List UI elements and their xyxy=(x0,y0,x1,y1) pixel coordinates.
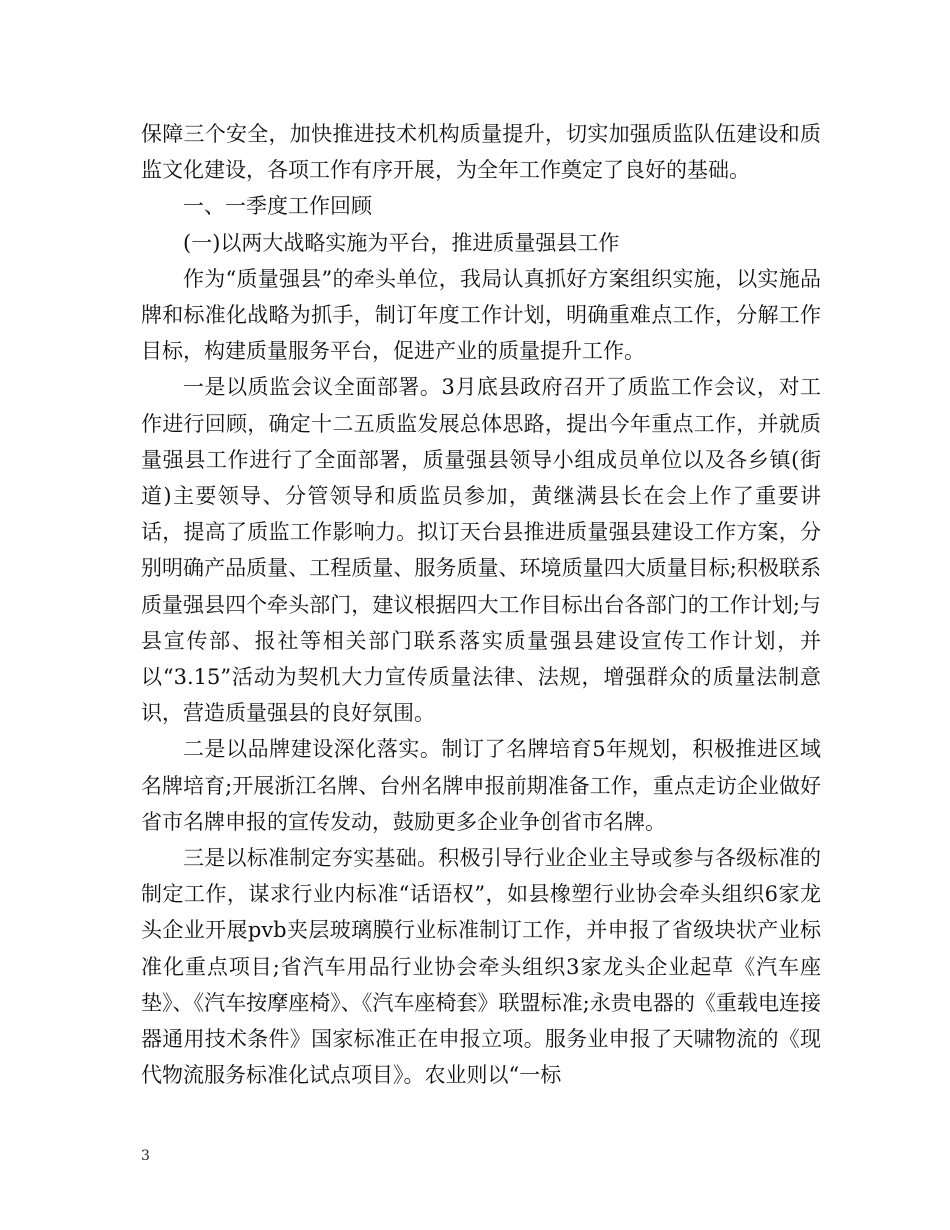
subsection-heading-quality-county: (一)以两大战略实施为平台，推进质量强县工作 xyxy=(183,230,620,255)
paragraph-intro-continuation: 保障三个安全，加快推进技术机构质量提升，切实加强质监队伍建设和质监文化建设，各项工作有序开展，为全年工作奠定了良好的基础。 xyxy=(141,122,821,183)
paragraph-standard-setting: 三是以标准制定夯实基础。积极引导行业企业主导或参与各级标准的制定工作，谋求行业内标准“话语权”，如县橡塑行业协会牵头组织6家龙头企业开展pvb夹层玻璃膜行业标准制订工作，并申报了省级块状产业标准化重点项目;省汽车用品行业协会牵头组织3家龙头企业起草《汽车座垫》、《汽车按摩座椅》、《汽车座椅套》联盟标准;永贵电器的《重载电连接器通用技术条件》国家标准正在申报立项。服务业申报了天啸物流的《现代物流服务标准化试点项目》。农业则以“一标 xyxy=(141,846,821,1088)
document-body xyxy=(141,116,821,1093)
page-number: 3 xyxy=(141,1148,150,1164)
paragraph-brand-building: 二是以品牌建设深化落实。制订了名牌培育5年规划，积极推进区域名牌培育;开展浙江名牌、台州名牌申报前期准备工作，重点走访企业做好省市名牌申报的宣传发动，鼓励更多企业争创省市名牌。 xyxy=(141,737,821,834)
paragraph-meeting-deployment: 一是以质监会议全面部署。3月底县政府召开了质监工作会议，对工作进行回顾，确定十二五质监发展总体思路，提出今年重点工作，并就质量强县工作进行了全面部署，质量强县领导小组成员单位以及各乡镇(街道)主要领导、分管领导和质监员参加，黄继满县长在会上作了重要讲话，提高了质监工作影响力。拟订天台县推进质量强县建设工作方案，分别明确产品质量、工程质量、服务质量、环境质量四大质量目标;积极联系质量强县四个牵头部门，建议根据四大工作目标出台各部门的工作计划;与县宣传部、报社等相关部门联系落实质量强县建设宣传工作计划，并以“3.15”活动为契机大力宣传质量法律、法规，增强群众的质量法制意识，营造质量强县的良好氛围。 xyxy=(141,375,821,726)
paragraph-lead-unit: 作为“质量强县”的牵头单位，我局认真抓好方案组织实施，以实施品牌和标准化战略为抓手，制订年度工作计划，明确重难点工作，分解工作目标，构建质量服务平台，促进产业的质量提升工作。 xyxy=(141,266,821,364)
section-heading-q1-review: 一、一季度工作回顾 xyxy=(183,194,372,219)
